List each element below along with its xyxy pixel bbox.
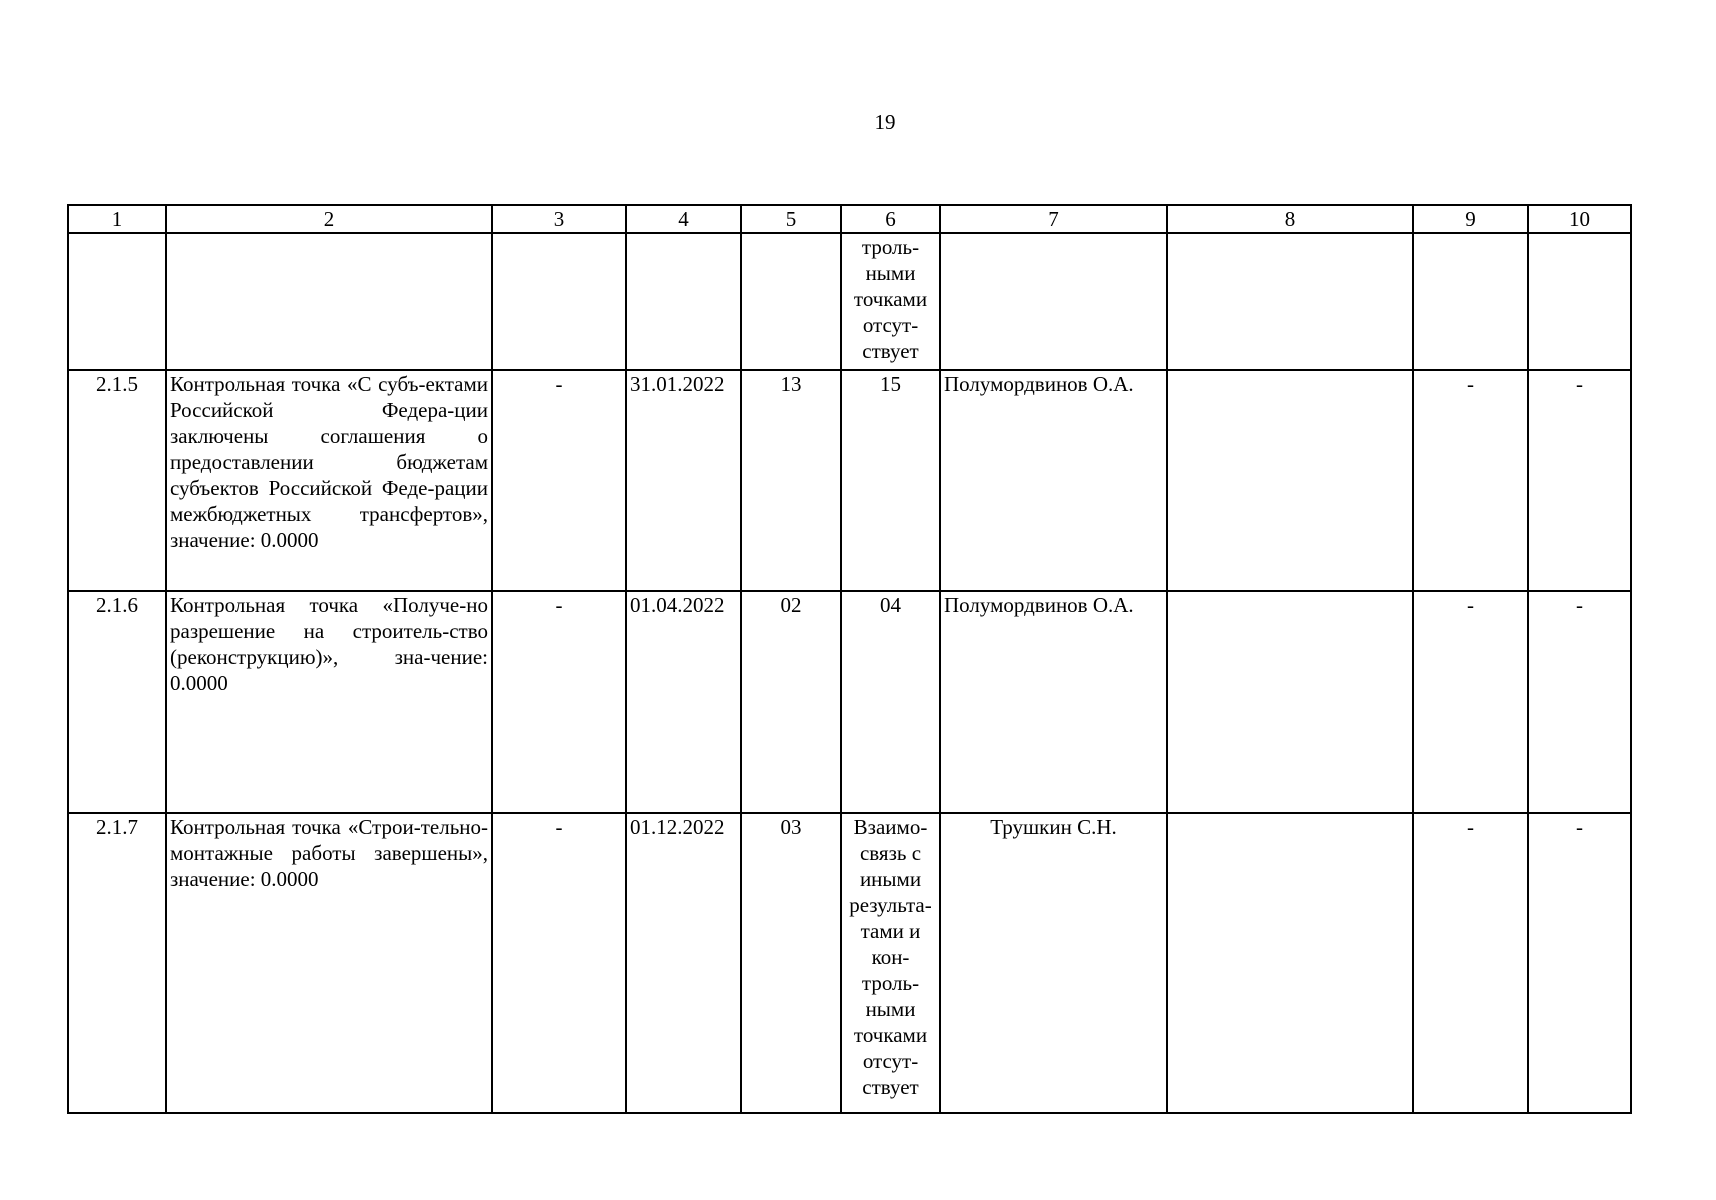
cell-empty — [1167, 233, 1413, 370]
row-description: Контрольная точка «С субъ-ектами Российской Федера-ции заключены соглашения о предоставлении бюджетам субъектов Российской Феде-рации межбюджетных трансфертов», значение: 0.0000 — [166, 370, 492, 591]
row-col9: - — [1413, 591, 1528, 813]
row-col6-relation-note: Взаимо- связь с иными результа- тами и кон- троль- ными точками отсут- ствует — [841, 813, 940, 1113]
row-description: Контрольная точка «Строи-тельно-монтажные работы завершены», значение: 0.0000 — [166, 813, 492, 1113]
column-header-3: 3 — [492, 205, 626, 233]
row-date: 01.04.2022 — [626, 591, 741, 813]
row-responsible: Полумордвинов О.А. — [940, 370, 1167, 591]
row-responsible: Полумордвинов О.А. — [940, 591, 1167, 813]
cell-empty — [166, 233, 492, 370]
row-col10: - — [1528, 370, 1631, 591]
row-col9: - — [1413, 813, 1528, 1113]
table-row — [68, 370, 1631, 591]
row-col9: - — [1413, 370, 1528, 591]
row-col3: - — [492, 813, 626, 1113]
row-col10: - — [1528, 591, 1631, 813]
row-id: 2.1.7 — [68, 813, 166, 1113]
column-header-10: 10 — [1528, 205, 1631, 233]
column-header-7: 7 — [940, 205, 1167, 233]
row-col5: 13 — [741, 370, 841, 591]
control-points-table — [67, 204, 1632, 1114]
table-row — [68, 591, 1631, 813]
row-responsible: Трушкин С.Н. — [940, 813, 1167, 1113]
row-col5: 02 — [741, 591, 841, 813]
row-date: 31.01.2022 — [626, 370, 741, 591]
row-col5: 03 — [741, 813, 841, 1113]
cell-empty — [940, 233, 1167, 370]
row-col6: 04 — [841, 591, 940, 813]
column-header-5: 5 — [741, 205, 841, 233]
table-row — [68, 813, 1631, 1113]
column-header-6: 6 — [841, 205, 940, 233]
column-header-2: 2 — [166, 205, 492, 233]
cell-empty — [68, 233, 166, 370]
column-header-9: 9 — [1413, 205, 1528, 233]
cell-empty — [741, 233, 841, 370]
page-number: 19 — [874, 110, 896, 134]
row-col10: - — [1528, 813, 1631, 1113]
row-col6: 15 — [841, 370, 940, 591]
cell-empty — [1413, 233, 1528, 370]
column-header-4: 4 — [626, 205, 741, 233]
column-header-8: 8 — [1167, 205, 1413, 233]
cell-empty — [626, 233, 741, 370]
row-id: 2.1.6 — [68, 591, 166, 813]
row-col3: - — [492, 591, 626, 813]
cell-relation-note: троль- ными точками отсут- ствует — [841, 233, 940, 370]
row-col8 — [1167, 813, 1413, 1113]
table-row-continuation — [68, 233, 1631, 370]
row-col8 — [1167, 370, 1413, 591]
header-row — [68, 205, 1631, 233]
row-description: Контрольная точка «Получе-но разрешение на строитель-ство (реконструкцию)», зна-чение: 0.0000 — [166, 591, 492, 813]
row-col8 — [1167, 591, 1413, 813]
row-id: 2.1.5 — [68, 370, 166, 591]
cell-empty — [1528, 233, 1631, 370]
row-col3: - — [492, 370, 626, 591]
row-date: 01.12.2022 — [626, 813, 741, 1113]
column-header-1: 1 — [68, 205, 166, 233]
cell-empty — [492, 233, 626, 370]
